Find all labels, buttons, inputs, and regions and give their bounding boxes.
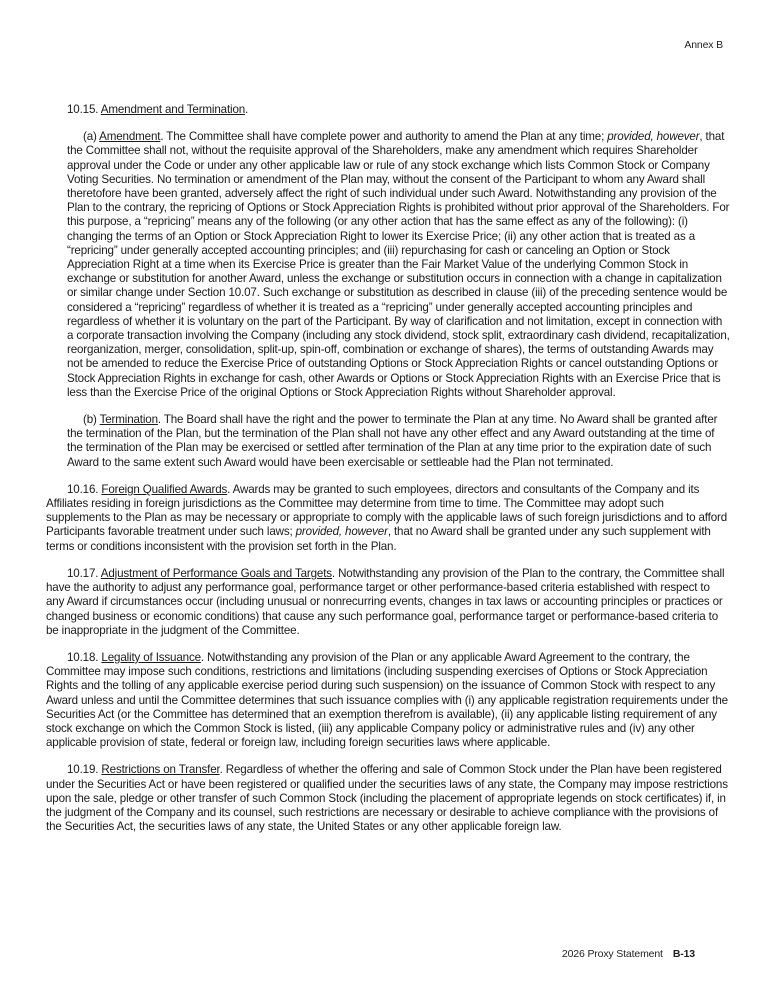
section-10-17: [46, 567, 730, 638]
clause-text: , that the Committee shall not, without the requisite approval of the Shareholders, make any amendment which requires Shareholder approval under the Code or under any other applicable law or rule of any stock exchange which lists Common Stock or Company Voting Securities. No termination or amendment of the Plan may, without the consent of the Participant to whom any Award shall theretofore have been granted, adversely affect the right of such individual under such Award. Notwithstanding any provision of the Plan to the contrary, the repricing of Options or Stock Appreciation Rights is prohibited without prior approval of the Shareholders. For this purpose, a “repricing” means any of the following (or any other action that has the same effect as any of the following): (i) changing the terms of an Option or Stock Appreciation Right to lower its Exercise Price; (ii) any other action that is treated as a “repricing” under generally accepted accounting principles; and (iii) repurchasing for cash or canceling an Option or Stock Appreciation Right at a time when its Exercise Price is greater than the Fair Market Value of the underlying Common Stock in exchange or substitution for another Award, unless the exchange or substitution occurs in connection with a change in capitalization or similar change under Section 10.07. Such exchange or substitution as described in clause (iii) of the preceding sentence would be considered a “repricing” regardless of whether it is treated as a “repricing” under generally accepted accounting principles and regardless of whether it is voluntary on the part of the Participant. By way of clarification and not limitation, except in connection with a corporate transaction involving the Company (including any stock dividend, stock split, extraordinary cash dividend, recapitalization, reorganization, merger, consolidation, split-up, spin-off, combination or exchange of shares), the terms of outstanding Awards may not be amended to reduce the Exercise Price of outstanding Options or Stock Appreciation Rights or cancel outstanding Options or Stock Appreciation Rights in exchange for cash, other Awards or Options or Stock Appreciation Rights with an Exercise Price that is less than the Exercise Price of the original Options or Stock Appreciation Rights without Shareholder approval.: [67, 130, 730, 399]
section-10-15-a-amendment: [67, 130, 730, 400]
section-title: Amendment and Termination: [100, 103, 246, 116]
footer-doc-title: 2026 Proxy Statement: [561, 948, 663, 960]
section-number: 10.19.: [67, 763, 99, 777]
clause-title: Termination: [99, 413, 158, 427]
section-10-15-b-termination: [67, 413, 730, 470]
section-10-16: [46, 483, 730, 554]
section-text: , that no Award shall be granted under any such supplement with terms or conditions inconsistent with the provision set forth in the Plan.: [46, 525, 711, 553]
section-italic: provided, however: [295, 525, 388, 539]
section-text: . Notwithstanding any provision of the Plan to the contrary, the Committee shall have the authority to adjust any performance goal, performance target or other performance-based criteria established with respect to any Award if circumstances occur (including unusual or nonrecurring events, changes in tax laws or accounting principles or practices or changed business or economic conditions) that cause any such performance goal, performance target or performance-based criteria to be inappropriate in the judgment of the Committee.: [46, 566, 725, 637]
section-10-15-heading: 10.15. Amendment and Termination.: [67, 103, 249, 116]
clause-text: . The Committee shall have complete power and authority to amend the Plan at any time;: [160, 130, 608, 144]
section-number: 10.18.: [67, 650, 99, 664]
section-number: 10.15.: [67, 103, 99, 116]
clause-text: . The Board shall have the right and the power to terminate the Plan at any time. No Award shall be granted after the termination of the Plan, but the termination of the Plan shall not have any other effect and any Award outstanding at the time of the termination of the Plan may be exercised or settled after termination of the Plan at any time prior to the expiration date of such Award to the same extent such Award would have been exercisable or settleable had the Plan not terminated.: [67, 413, 718, 469]
section-number: 10.16.: [67, 482, 99, 496]
clause-label: (a): [83, 130, 97, 144]
page-header-annex: Annex B: [684, 39, 723, 51]
clause-title: Amendment: [99, 130, 161, 144]
page-number: B-13: [672, 948, 695, 960]
section-title: Foreign Qualified Awards: [101, 482, 228, 496]
section-title: Legality of Issuance: [101, 650, 201, 664]
clause-italic: provided, however: [607, 130, 700, 144]
section-text: . Awards may be granted to such employees, directors and consultants of the Company and its Affiliates residing in foreign jurisdictions as the Committee may determine from time to time. The Committee may adopt such supplements to the Plan as may be necessary or appropriate to comply with the applicable laws of such foreign jurisdictions and to afford Participants favorable treatment under such laws;: [46, 482, 728, 539]
section-title: Adjustment of Performance Goals and Targets: [100, 566, 332, 580]
section-10-18: [46, 651, 730, 750]
clause-label: (b): [83, 413, 97, 427]
document-body: [46, 103, 730, 847]
section-text: . Regardless of whether the offering and sale of Common Stock under the Plan have been registered under the Securities Act or have been registered or qualified under the securities laws of any state, the Company may impose restrictions upon the sale, pledge or other transfer of such Common Stock (including the placement of appropriate legends on stock certificates) if, in the judgment of the Company and its counsel, such restrictions are necessary or desirable to achieve compliance with the provisions of the Securities Act, the securities laws of any state, the United States or any other applicable foreign law.: [46, 763, 728, 834]
page-footer: [562, 947, 695, 961]
section-10-19: [46, 763, 730, 834]
section-title: Restrictions on Transfer: [101, 763, 220, 777]
section-text: . Notwithstanding any provision of the Plan or any applicable Award Agreement to the contrary, the Committee may impose such conditions, restrictions and limitations (including suspending exercises of Options or Stock Appreciation Rights and the tolling of any applicable exercise period during such suspension) on the issuance of Common Stock with respect to any Award unless and until the Committee determines that such issuance complies with (i) any applicable registration requirements under the Securities Act (or the Committee has determined that an exemption therefrom is available), (ii) any applicable listing requirement of any stock exchange on which the Common Stock is listed, (iii) any applicable Company policy or administrative rules and (iv) any other applicable provision of state, federal or foreign law, including foreign securities laws where applicable.: [46, 650, 728, 750]
section-number: 10.17.: [67, 566, 99, 580]
